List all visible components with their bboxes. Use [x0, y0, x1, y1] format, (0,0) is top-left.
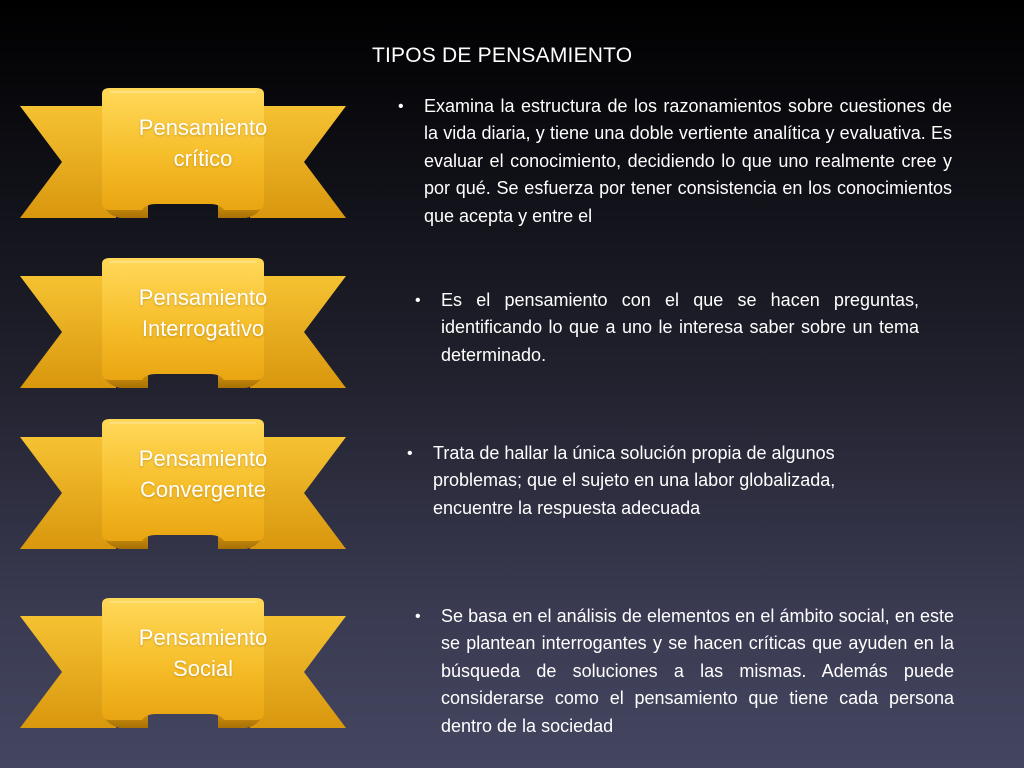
- description-convergente: [407, 440, 913, 522]
- ribbon-convergente: [20, 417, 346, 553]
- description-interrogativo: [415, 287, 919, 369]
- ribbon-interrogativo: [20, 256, 346, 392]
- ribbon-label: [122, 282, 284, 344]
- bullet-icon: •: [415, 608, 421, 625]
- description-text: Se basa en el análisis de elementos en el ámbito social, en este se plantean interrogantes y se hacen críticas que ayuden en la búsqueda de soluciones a las mismas. Además puede considerarse como el pensamiento que tiene cada persona dentro de la sociedad: [441, 606, 954, 736]
- ribbon-label-line2: crítico: [173, 146, 233, 171]
- description-critico: [398, 93, 952, 230]
- ribbon-social: [20, 596, 346, 732]
- ribbon-critico: [20, 86, 346, 222]
- ribbon-label: [122, 622, 284, 684]
- ribbon-label-line1: Pensamiento: [138, 625, 268, 650]
- ribbon-label-line1: Pensamiento: [138, 285, 268, 310]
- bullet-icon: •: [415, 292, 421, 309]
- bullet-icon: •: [407, 445, 413, 462]
- ribbon-label: [122, 112, 284, 174]
- description-text: Trata de hallar la única solución propia de algunos problemas; que el sujeto en una labor globalizada, encuentre la respuesta adecuada: [433, 443, 836, 518]
- slide-title: TIPOS DE PENSAMIENTO: [372, 44, 633, 67]
- ribbon-label-line2: Interrogativo: [141, 316, 265, 341]
- description-text: Es el pensamiento con el que se hacen preguntas, identificando lo que a uno le interesa saber sobre un tema determinado.: [441, 290, 919, 365]
- description-text: Examina la estructura de los razonamientos sobre cuestiones de la vida diaria, y tiene una doble vertiente analítica y evaluativa. Es evaluar el conocimiento, decidiendo lo que uno realmente cree y por qué. Se esfuerza por tener consistencia en los conocimientos que acepta y entre el: [424, 96, 952, 226]
- ribbon-label-line1: Pensamiento: [138, 446, 268, 471]
- ribbon-label-line2: Social: [173, 656, 233, 681]
- bullet-icon: •: [398, 98, 404, 115]
- ribbon-label-line2: Convergente: [140, 477, 266, 502]
- description-social: [415, 603, 954, 740]
- ribbon-label: [122, 443, 284, 505]
- ribbon-label-line1: Pensamiento: [138, 115, 268, 140]
